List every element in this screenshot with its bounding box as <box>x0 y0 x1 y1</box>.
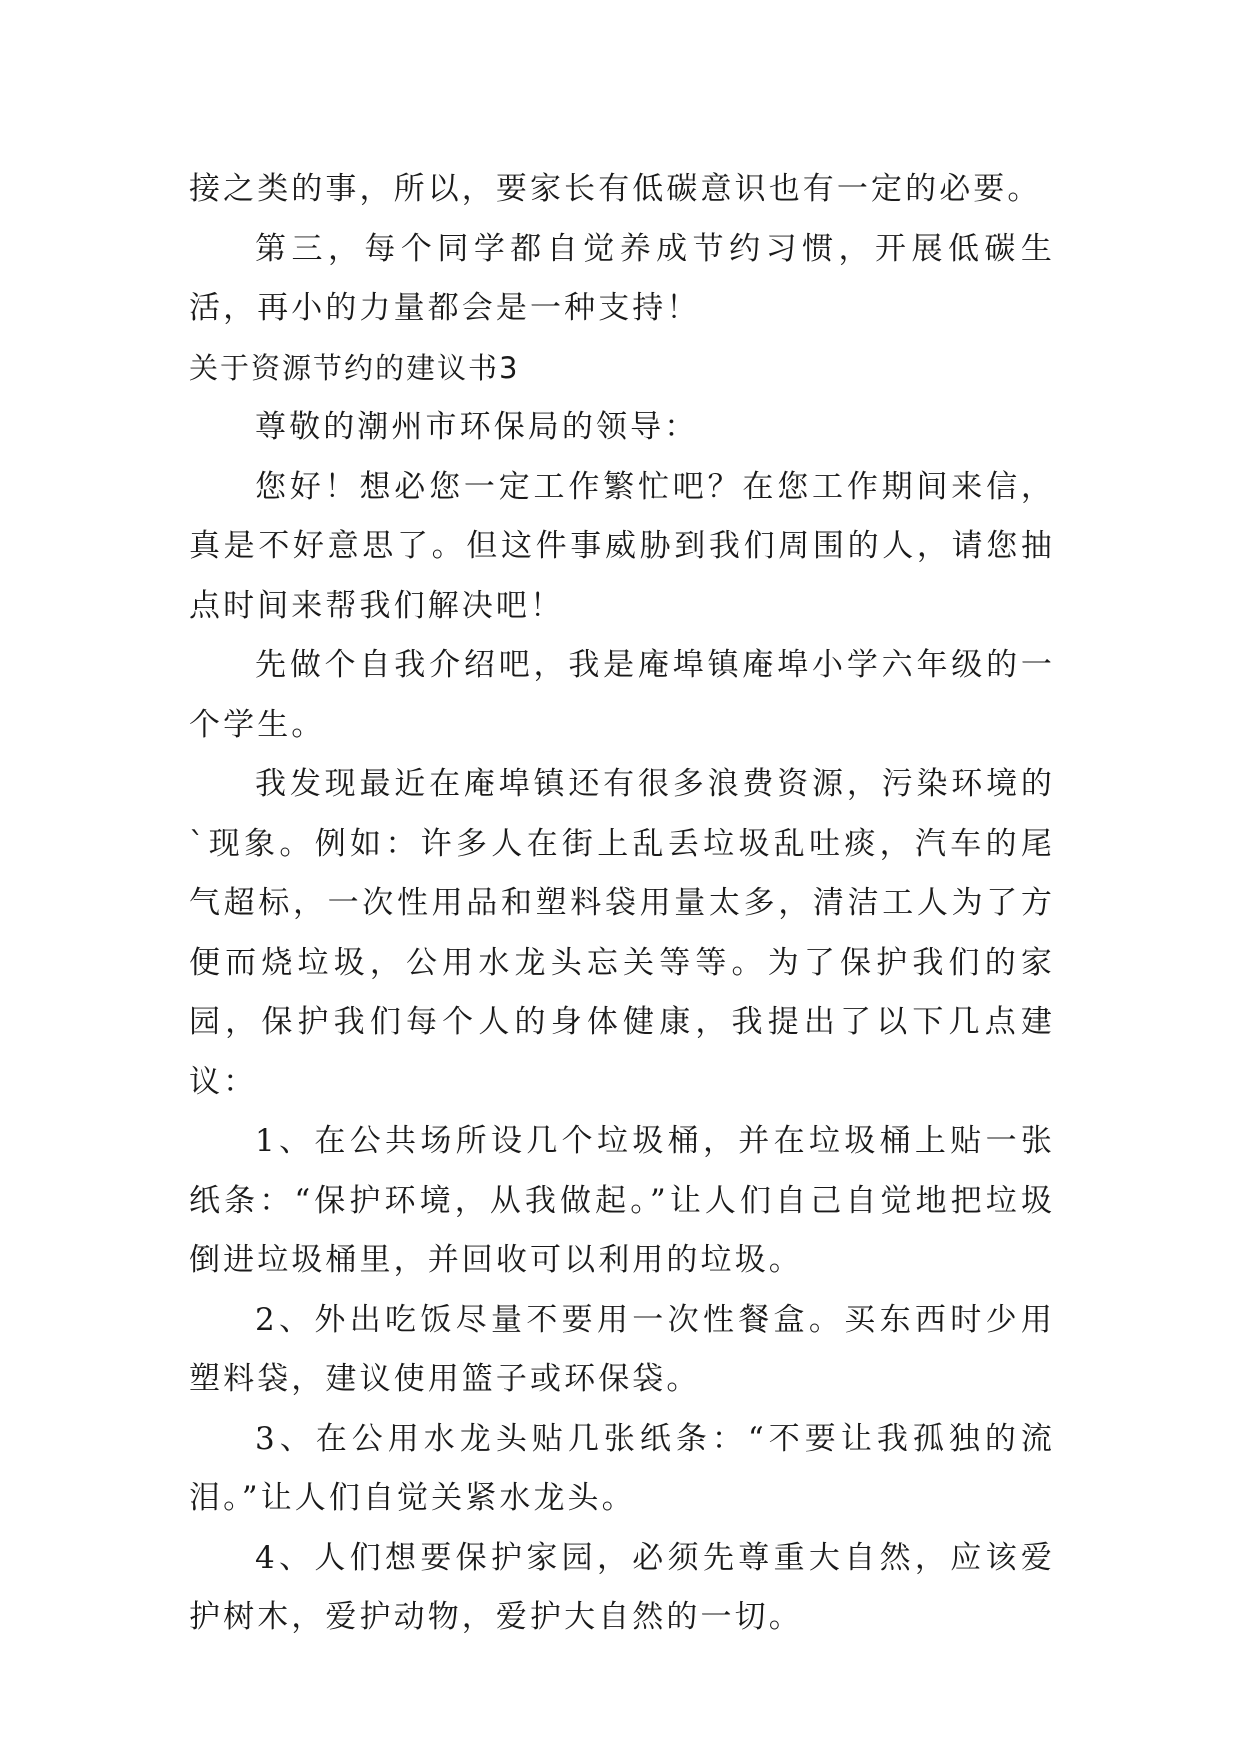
document-body <box>189 160 1055 1648</box>
paragraph-problems: 我发现最近在庵埠镇还有很多浪费资源，污染环境的`现象。例如：许多人在街上乱丢垃圾乱吐痰，汽车的尾气超标，一次性用品和塑料袋用量太多，清洁工人为了方便而烧垃圾，公用水龙头忘关等等。为了保护我们的家园，保护我们每个人的身体健康，我提出了以下几点建议： <box>189 766 1055 1100</box>
section-heading: 关于资源节约的建议书3 <box>189 350 520 385</box>
suggestion-3: 3、在公用水龙头贴几张纸条：“不要让我孤独的流泪。”让人们自觉关紧水龙头。 <box>189 1420 1055 1516</box>
suggestion-1: 1、在公共场所设几个垃圾桶，并在垃圾桶上贴一张纸条：“保护环境，从我做起。”让人们自己自觉地把垃圾倒进垃圾桶里，并回收可以利用的垃圾。 <box>189 1123 1055 1278</box>
paragraph-continuation: 接之类的事，所以，要家长有低碳意识也有一定的必要。 <box>189 171 1042 207</box>
suggestion-4: 4、人们想要保护家园，必须先尊重大自然，应该爱护树木，爱护动物，爱护大自然的一切。 <box>189 1539 1055 1635</box>
paragraph-self-introduction: 先做个自我介绍吧，我是庵埠镇庵埠小学六年级的一个学生。 <box>189 647 1055 743</box>
suggestion-2: 2、外出吃饭尽量不要用一次性餐盒。买东西时少用塑料袋，建议使用篮子或环保袋。 <box>189 1301 1055 1397</box>
paragraph-greeting: 您好！想必您一定工作繁忙吧？在您工作期间来信，真是不好意思了。但这件事威胁到我们周围的人，请您抽点时间来帮我们解决吧！ <box>189 468 1055 624</box>
paragraph-third-point: 第三，每个同学都自觉养成节约习惯，开展低碳生活，再小的力量都会是一种支持！ <box>189 230 1055 326</box>
letter-salutation: 尊敬的潮州市环保局的领导： <box>255 409 699 445</box>
